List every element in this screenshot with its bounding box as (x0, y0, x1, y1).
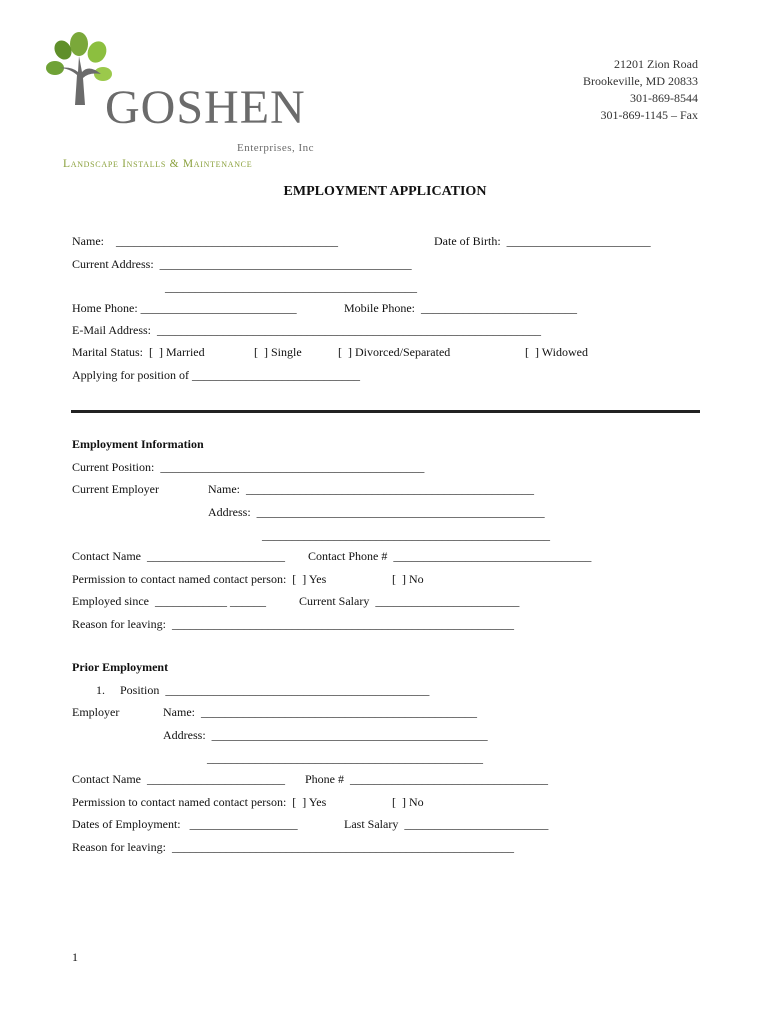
employed-since-field[interactable]: Employed since ____________ ______ (72, 594, 266, 608)
address-city: Brookeville, MD 20833 (583, 74, 698, 88)
prior-permission-yes-checkbox[interactable]: Permission to contact named contact person: [ ] Yes (72, 795, 327, 809)
employer-address-line2-field[interactable]: ________________________________________________ (262, 528, 550, 542)
dates-employment-field[interactable]: Dates of Employment: __________________ (72, 817, 298, 831)
current-employer-label: Current Employer (72, 482, 159, 496)
prior-employer-name-field[interactable]: Name: ______________________________________________ (163, 705, 477, 719)
current-position-field[interactable]: Current Position: ____________________________________________ (72, 460, 425, 474)
employer-address-field[interactable]: Address: ________________________________________________ (208, 505, 545, 519)
current-salary-field[interactable]: Current Salary ________________________ (299, 594, 520, 608)
marital-single-checkbox[interactable]: [ ] Single (254, 345, 302, 359)
applying-position-field[interactable]: Applying for position of ____________________________ (72, 368, 360, 382)
current-address-field[interactable]: Current Address: __________________________________________ (72, 257, 412, 271)
contact-phone-field[interactable]: Contact Phone # _________________________________ (308, 549, 592, 563)
current-address-line2-field[interactable]: __________________________________________ (165, 280, 417, 294)
company-logo (45, 30, 315, 170)
prior-employment-heading: Prior Employment (72, 660, 169, 674)
contact-name-field[interactable]: Contact Name _______________________ (72, 549, 285, 563)
prior-position-field[interactable]: Position ____________________________________________ (120, 683, 430, 697)
name-field[interactable]: Name: _____________________________________ (72, 234, 338, 248)
section-divider (71, 410, 700, 413)
company-address (583, 56, 698, 124)
reason-leaving-field[interactable]: Reason for leaving: _________________________________________________________ (72, 617, 514, 631)
address-fax: 301-869-1145 – Fax (600, 108, 698, 122)
page-number: 1 (72, 950, 78, 964)
prior-item-number: 1. (96, 683, 105, 697)
marital-widowed-checkbox[interactable]: [ ] Widowed (525, 345, 588, 359)
brand-subtitle: Enterprises, Inc (237, 142, 315, 154)
dob-field[interactable]: Date of Birth: ________________________ (434, 234, 651, 248)
prior-employer-label: Employer (72, 705, 120, 719)
last-salary-field[interactable]: Last Salary ________________________ (344, 817, 549, 831)
address-street: 21201 Zion Road (614, 57, 698, 71)
prior-reason-leaving-field[interactable]: Reason for leaving: _________________________________________________________ (72, 840, 514, 854)
address-phone: 301-869-8544 (630, 91, 698, 105)
employer-name-field[interactable]: Name: ________________________________________________ (208, 482, 534, 496)
mobile-phone-field[interactable]: Mobile Phone: __________________________ (344, 301, 577, 315)
prior-phone-field[interactable]: Phone # _________________________________ (305, 772, 548, 786)
page-title: EMPLOYMENT APPLICATION (283, 184, 487, 199)
prior-contact-name-field[interactable]: Contact Name _______________________ (72, 772, 285, 786)
prior-employer-address-field[interactable]: Address: ______________________________________________ (163, 728, 488, 742)
permission-yes-checkbox[interactable]: Permission to contact named contact person: [ ] Yes (72, 572, 327, 586)
prior-permission-no-checkbox[interactable]: [ ] No (392, 795, 424, 809)
brand-tagline: Landscape Installs & Maintenance (63, 158, 253, 170)
email-field[interactable]: E-Mail Address: ________________________________________________________________ (72, 323, 541, 337)
brand-name: GOSHEN (105, 81, 306, 134)
prior-employer-address-line2-field[interactable]: ______________________________________________ (207, 751, 483, 765)
marital-divorced-checkbox[interactable]: [ ] Divorced/Separated (338, 345, 451, 359)
home-phone-field[interactable]: Home Phone: __________________________ (72, 301, 297, 315)
permission-no-checkbox[interactable]: [ ] No (392, 572, 424, 586)
employment-heading: Employment Information (72, 437, 204, 451)
marital-married-checkbox[interactable]: Marital Status: [ ] Married (72, 345, 205, 359)
